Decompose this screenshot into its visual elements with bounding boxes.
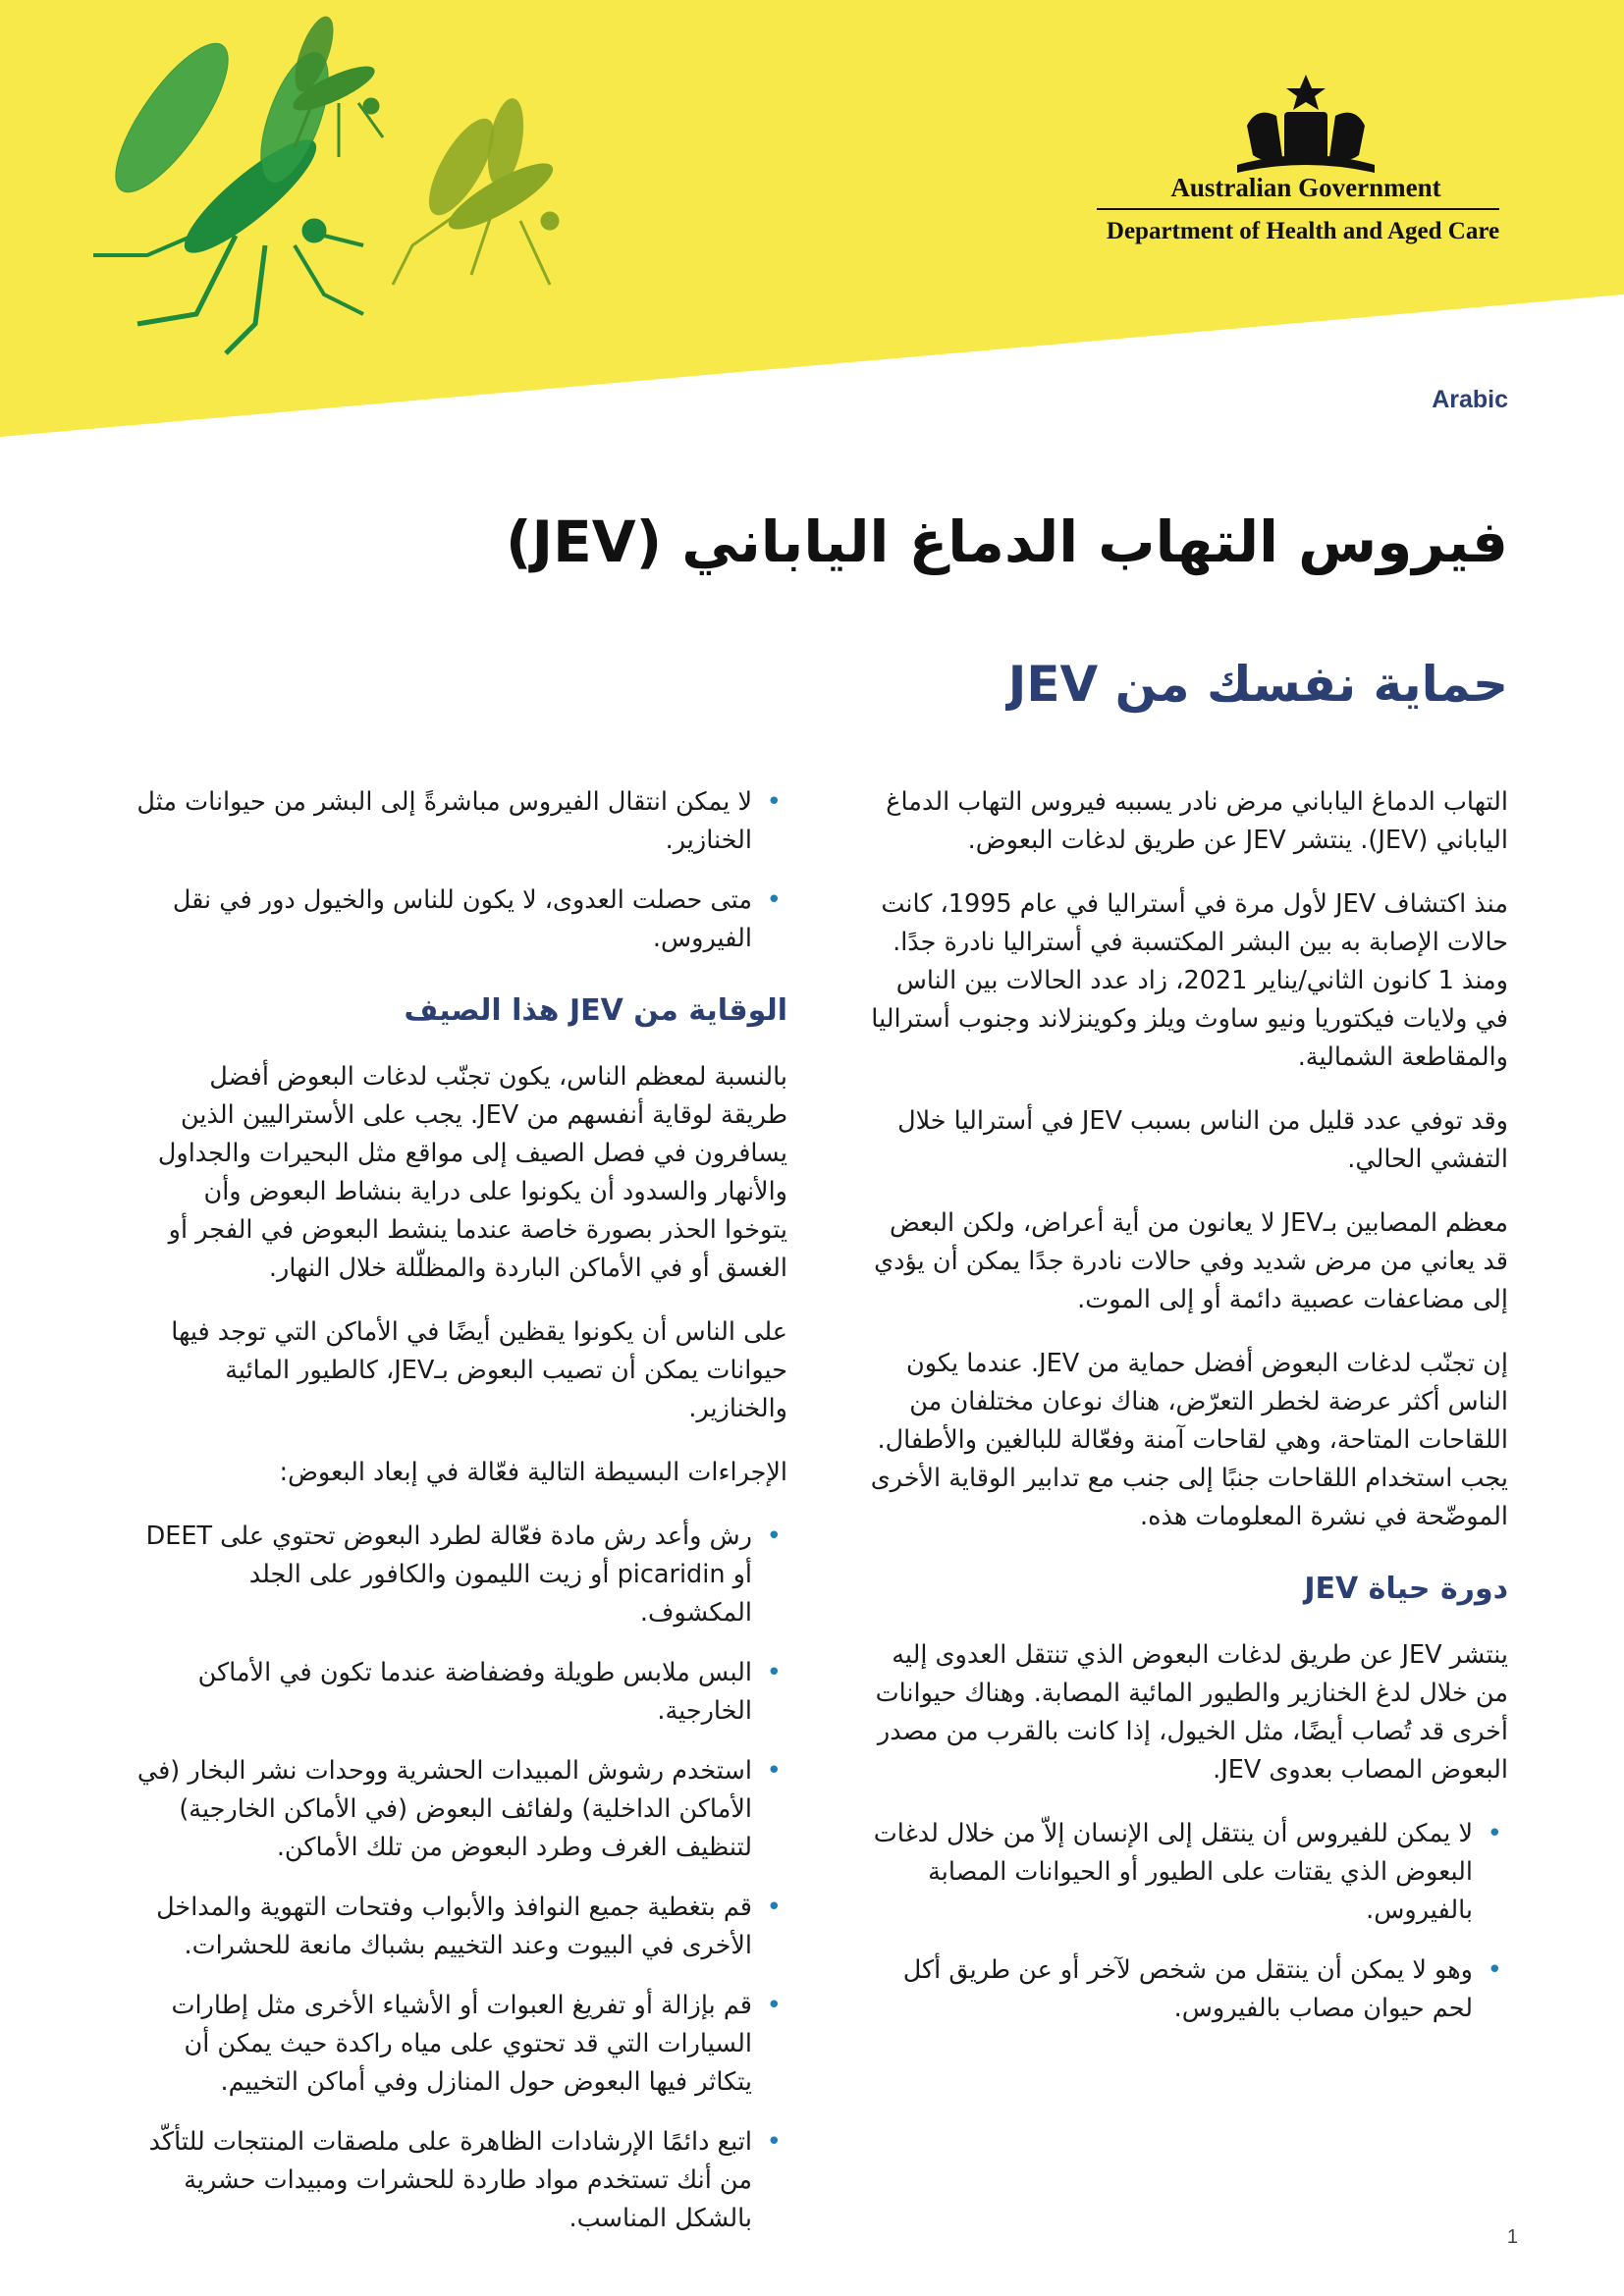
list-item-text: لا يمكن انتقال الفيروس مباشرةً إلى البشر من حيوانات مثل الخنازير. [136, 787, 752, 855]
list-item [857, 1951, 1508, 2028]
list-item [135, 1889, 787, 1965]
page-number: 1 [1506, 2226, 1518, 2248]
bullet-icon: • [766, 1522, 782, 1551]
bullet-icon: • [766, 787, 782, 817]
list-item-text: استخدم رشوش المبيدات الحشرية ووحدات نشر البخار (في الأماكن الداخلية) ولفائف البعوض (في الأماكن الخارجية) لتنظيف الغرف وطرد البعوض من تلك الأماكن. [136, 1756, 752, 1862]
header-divider [1097, 208, 1499, 210]
list-item-text: قم بتغطية جميع النوافذ والأبواب وفتحات التهوية والمداخل الأخرى في البيوت وعند التخييم بشباك مانعة للحشرات. [156, 1893, 752, 1960]
list-item [857, 1815, 1508, 1930]
section-heading: دورة حياة JEV [1304, 1572, 1508, 1606]
paragraph: الإجراءات البسيطة التالية فعّالة في إبعاد البعوض: [279, 1458, 787, 1487]
language-label: Arabic [1432, 386, 1508, 413]
paragraph: بالنسبة لمعظم الناس، يكون تجنّب لدغات البعوض أفضل طريقة لوقاية أنفسهم من JEV. يجب على الأستراليين الذين يسافرون في فصل الصيف إلى مواقع مثل البحيرات والجداول والأنهار والسدود أن يكونوا على دراية بنشاط البعوض وأن يتوخوا الحذر بصورة خاصة عندما ينشط البعوض في الفجر أو الغسق أو في الأماكن الباردة والمظلّلة خلال النهار. [157, 1062, 787, 1283]
list-item [135, 1518, 787, 1632]
right-column [857, 783, 1508, 2050]
paragraph: وقد توفي عدد قليل من الناس بسبب JEV في أستراليا خلال التفشي الحالي. [897, 1106, 1508, 1174]
list-item [135, 783, 787, 860]
list-item-text: وهو لا يمكن أن ينتقل من شخص لآخر أو عن طريق أكل لحم حيوان مصاب بالفيروس. [902, 1955, 1473, 2023]
bullet-icon: • [1487, 1819, 1502, 1848]
bullet-icon: • [1487, 1955, 1502, 1985]
list-item-text: متى حصلت العدوى، لا يكون للناس والخيول دور في نقل الفيروس. [172, 885, 752, 953]
bullet-icon: • [766, 885, 782, 915]
list-item [135, 2123, 787, 2238]
bullet-list [135, 1518, 787, 2238]
list-item-text: قم بإزالة أو تفريغ العبوات أو الأشياء الأخرى مثل إطارات السيارات التي قد تحتوي على مياه راكدة حيث يمكن أن يتكاثر فيها البعوض حول المنازل وفي أماكن التخييم. [171, 1991, 752, 2097]
list-item-text: اتبع دائمًا الإرشادات الظاهرة على ملصقات المنتجات للتأكّد من أنك تستخدم مواد طاردة للحشرات ومبيدات حشرية بالشكل المناسب. [148, 2127, 752, 2233]
section-heading: الوقاية من JEV هذا الصيف [404, 993, 787, 1028]
department-name: Department of Health and Aged Care [1106, 218, 1500, 244]
bullet-icon: • [766, 1756, 782, 1786]
paragraph: معظم المصابين بـJEV لا يعانون من أية أعراض، ولكن البعض قد يعاني من مرض شديد وفي حالات نادرة جدًا يمكن أن يؤدي إلى مضاعفات عصبية دائمة أو إلى الموت. [874, 1208, 1508, 1314]
page-title: فيروس التهاب الدماغ الياباني (JEV) [506, 508, 1508, 575]
paragraph: ينتشر JEV عن طريق لدغات البعوض الذي تنتقل العدوى إليه من خلال لدغ الخنازير والطيور المائية المصابة. وهناك حيوانات أخرى قد تُصاب أيضًا، مثل الخيول، إذا كانت بالقرب من مصدر البعوض المصاب بعدوى JEV. [875, 1640, 1508, 1785]
paragraph: إن تجنّب لدغات البعوض أفضل حماية من JEV. عندما يكون الناس أكثر عرضة لخطر التعرّض، هناك نوعان مختلفان من اللقاحات المتاحة، وهي لقاحات آمنة وفعّالة للبالغين والأطفال. يجب استخدام اللقاحات جنبًا إلى جنب مع تدابير الوقاية الأخرى الموضّحة في نشرة المعلومات هذه. [870, 1349, 1508, 1531]
paragraph: التهاب الدماغ الياباني مرض نادر يسببه فيروس التهاب الدماغ الياباني (JEV). ينتشر JEV عن طريق لدغات البعوض. [886, 787, 1508, 855]
page-subtitle: حماية نفسك من JEV [1007, 656, 1508, 713]
list-item [135, 1752, 787, 1867]
bullet-icon: • [766, 1658, 782, 1687]
list-item-text: رش وأعد رش مادة فعّالة لطرد البعوض تحتوي على DEET أو picaridin أو زيت الليمون والكافور على الجلد المكشوف. [145, 1522, 752, 1628]
bullet-list [857, 1815, 1508, 2028]
bullet-icon: • [766, 1893, 782, 1922]
bullet-icon: • [766, 2127, 782, 2157]
government-name: Australian Government [1170, 173, 1441, 202]
coat-of-arms-icon [1218, 67, 1394, 185]
bullet-icon: • [766, 1991, 782, 2020]
bullet-list [135, 783, 787, 958]
paragraph: منذ اكتشاف JEV لأول مرة في أستراليا في عام 1995، كانت حالات الإصابة به بين البشر المكتسبة في أستراليا نادرة جدًا. ومنذ 1 كانون الثاني/يناير 2021، زاد عدد الحالات بين الناس في ولايات فيكتوريا ونيو ساوث ويلز وكوينزلاند وجنوب أستراليا والمقاطعة الشمالية. [871, 889, 1508, 1072]
paragraph: على الناس أن يكونوا يقظين أيضًا في الأماكن التي توجد فيها حيوانات يمكن أن تصيب البعوض بـJEV، كالطيور المائية والخنازير. [171, 1317, 787, 1423]
left-column [135, 783, 787, 2260]
list-item [135, 1654, 787, 1731]
list-item [135, 881, 787, 958]
list-item [135, 1987, 787, 2102]
list-item-text: لا يمكن للفيروس أن ينتقل إلى الإنسان إلاّ من خلال لدغات البعوض الذي يقتات على الطيور أو الحيوانات المصابة بالفيروس. [873, 1819, 1473, 1925]
list-item-text: البس ملابس طويلة وفضفاضة عندما تكون في الأماكن الخارجية. [197, 1658, 752, 1726]
